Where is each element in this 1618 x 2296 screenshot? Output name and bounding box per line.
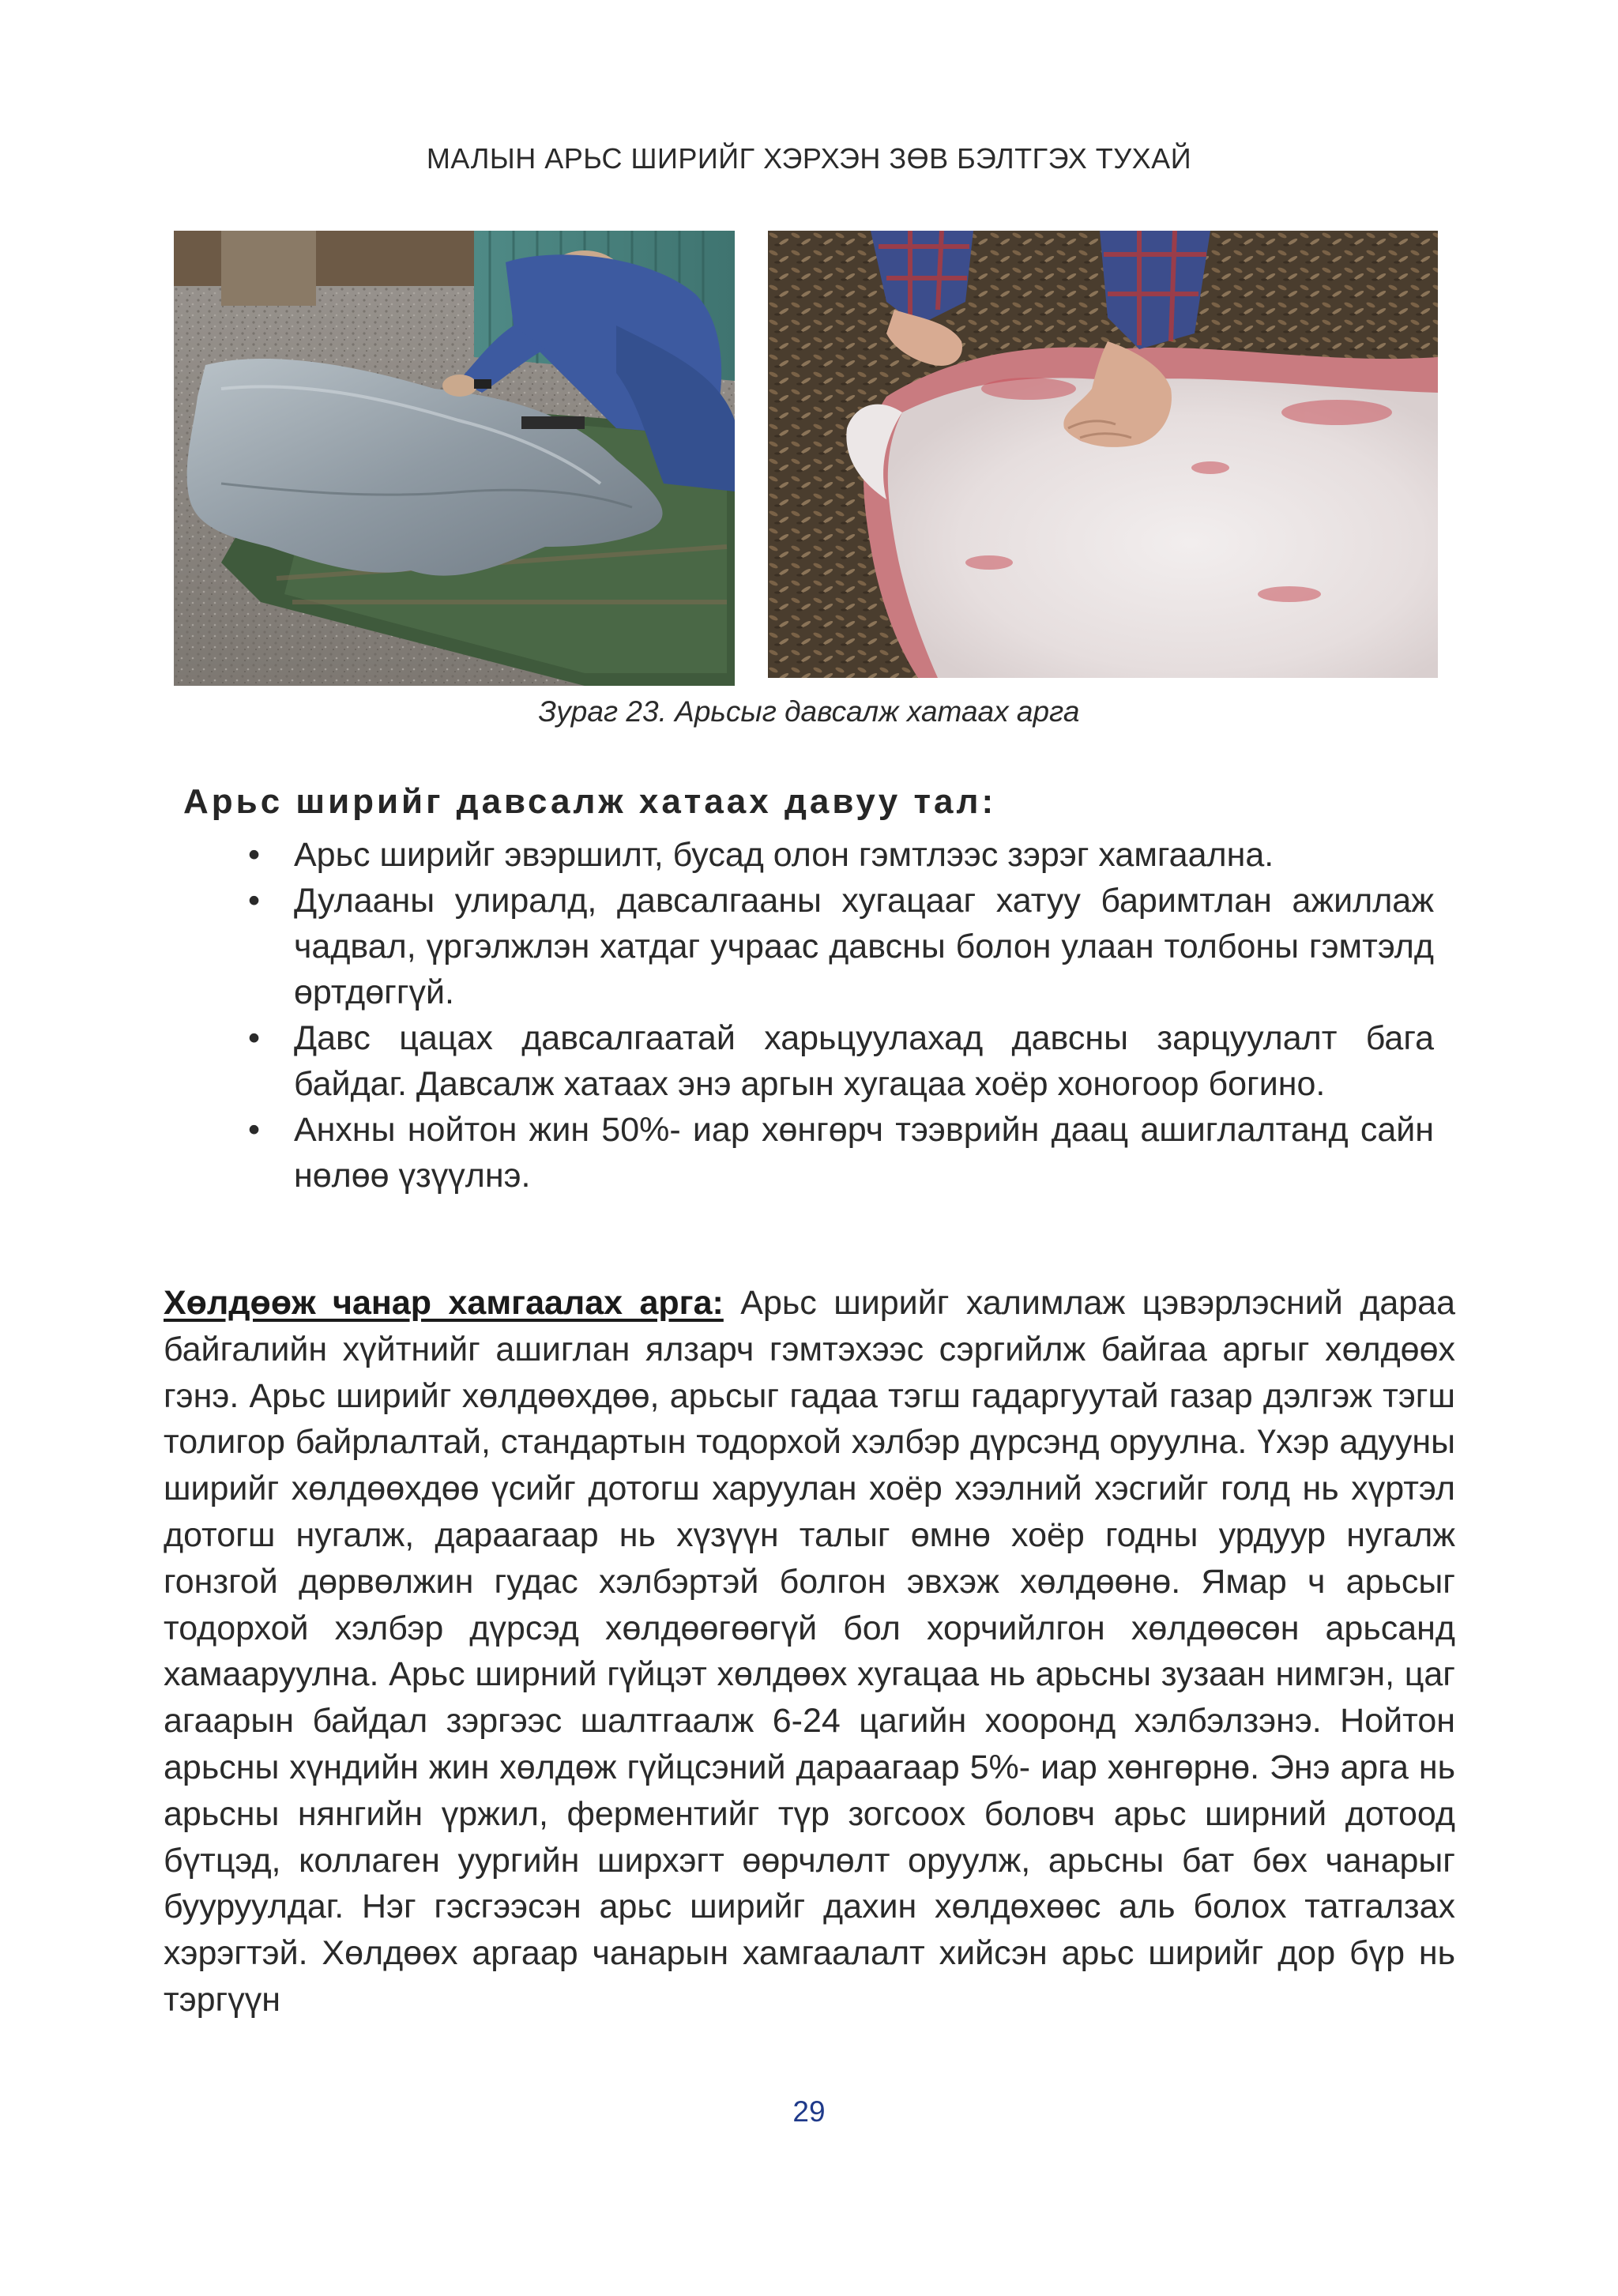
bullet-icon: • xyxy=(248,882,261,920)
list-item: • Давс цацах давсалгаатай харьцуулахад давсны зарцуулалт бага байдаг. Давсалж хатаах энэ аргын хугацаа хоёр хоногоор богино. xyxy=(245,1015,1434,1107)
advantages-list xyxy=(245,832,1434,1199)
bullet-icon: • xyxy=(248,836,261,874)
running-header: МАЛЫН АРЬС ШИРИЙГ ХЭРХЭН ЗӨВ БЭЛТГЭХ ТУХАЙ xyxy=(426,142,1192,175)
section-title: Арьс ширийг давсалж хатаах давуу тал: xyxy=(183,782,997,821)
list-item: • Дулааны улиралд, давсалгааны хугацааг хатуу баримтлан ажиллаж чадвал, үргэлжлэн хатдаг учраас давсны болон улаан толбоны гэмтэлд өртдөггүй. xyxy=(245,878,1434,1015)
list-item: • Анхны нойтон жин 50%- иар хөнгөрч тээврийн даац ашиглалтанд сайн нөлөө үзүүлнэ. xyxy=(245,1107,1434,1199)
list-item: • Арьс ширийг эвэршилт, бусад олон гэмтлээс зэрэг хамгаална. xyxy=(245,832,1434,878)
freezing-paragraph xyxy=(164,1280,1455,2023)
bullet-icon: • xyxy=(248,1019,261,1057)
hide-spread-on-board-photo xyxy=(174,231,735,686)
paragraph-lead: Хөлдөөж чанар хамгаалах арга: xyxy=(164,1284,724,1322)
paragraph-body: Арьс ширийг халимлаж цэвэрлэсний дараа байгалийн хүйтнийг ашиглан ялзарч гэмтэхээс сэргийлж байгаа аргыг хөлдөөх гэнэ. Арьс ширийг хөлдөөхдөө, арьсыг гадаа тэгш гадаргуутай газар дэлгэж тэгш толигор байрлалтай, стандартын тодорхой хэлбэр дүрсэнд оруулна. Үхэр адууны ширийг хөлдөөхдөө үсийг дотогш харуулан хоёр хээлний хэсгийг голд нь хүртэл дотогш нугалж, дараагаар нь хүзүүн талыг өмнө хоёр годны урдуур нугалж гонзгой дөрвөлжин гудас хэлбэртэй болгон эвхэж хөлдөөнө. Ямар ч арьсыг тодорхой хэлбэр дүрсэд хөлдөөгөөгүй бол хорчийлгон хөлдөөсөн арьсанд хамааруулна. Арьс ширний гүйцэт хөлдөөх хугацаа нь арьсны зузаан нимгэн, цаг агаарын байдал зэргээс шалтгаалж 6-24 цагийн хооронд хэлбэлзэнэ. Нойтон арьсны хүндийн жин хөлдөж гүйцсэний дараагаар 5%- иар хөнгөрнө. Энэ арга нь арьсны нянгийн үржил, ферментийг түр зогсоох боловч арьс ширний дотоод бүтцэд, коллаген уургийн ширхэгт өөрчлөлт оруулж, арьсны бат бөх чанарыг бууруулдаг. Нэг гэсгээсэн арьс ширийг дахин хөлдөхөөс аль болох татгалзах хэрэгтэй. Хөлдөөх аргаар чанарын хамгаалалт хийсэн арьс ширийг дор бүр нь тэргүүн xyxy=(164,1284,1456,2019)
bullet-icon: • xyxy=(248,1111,261,1149)
figure-caption: Зураг 23. Арьсыг давсалж хатаах арга xyxy=(538,695,1080,728)
hide-covered-with-salt-photo xyxy=(768,231,1438,678)
page-number: 29 xyxy=(792,2095,826,2128)
